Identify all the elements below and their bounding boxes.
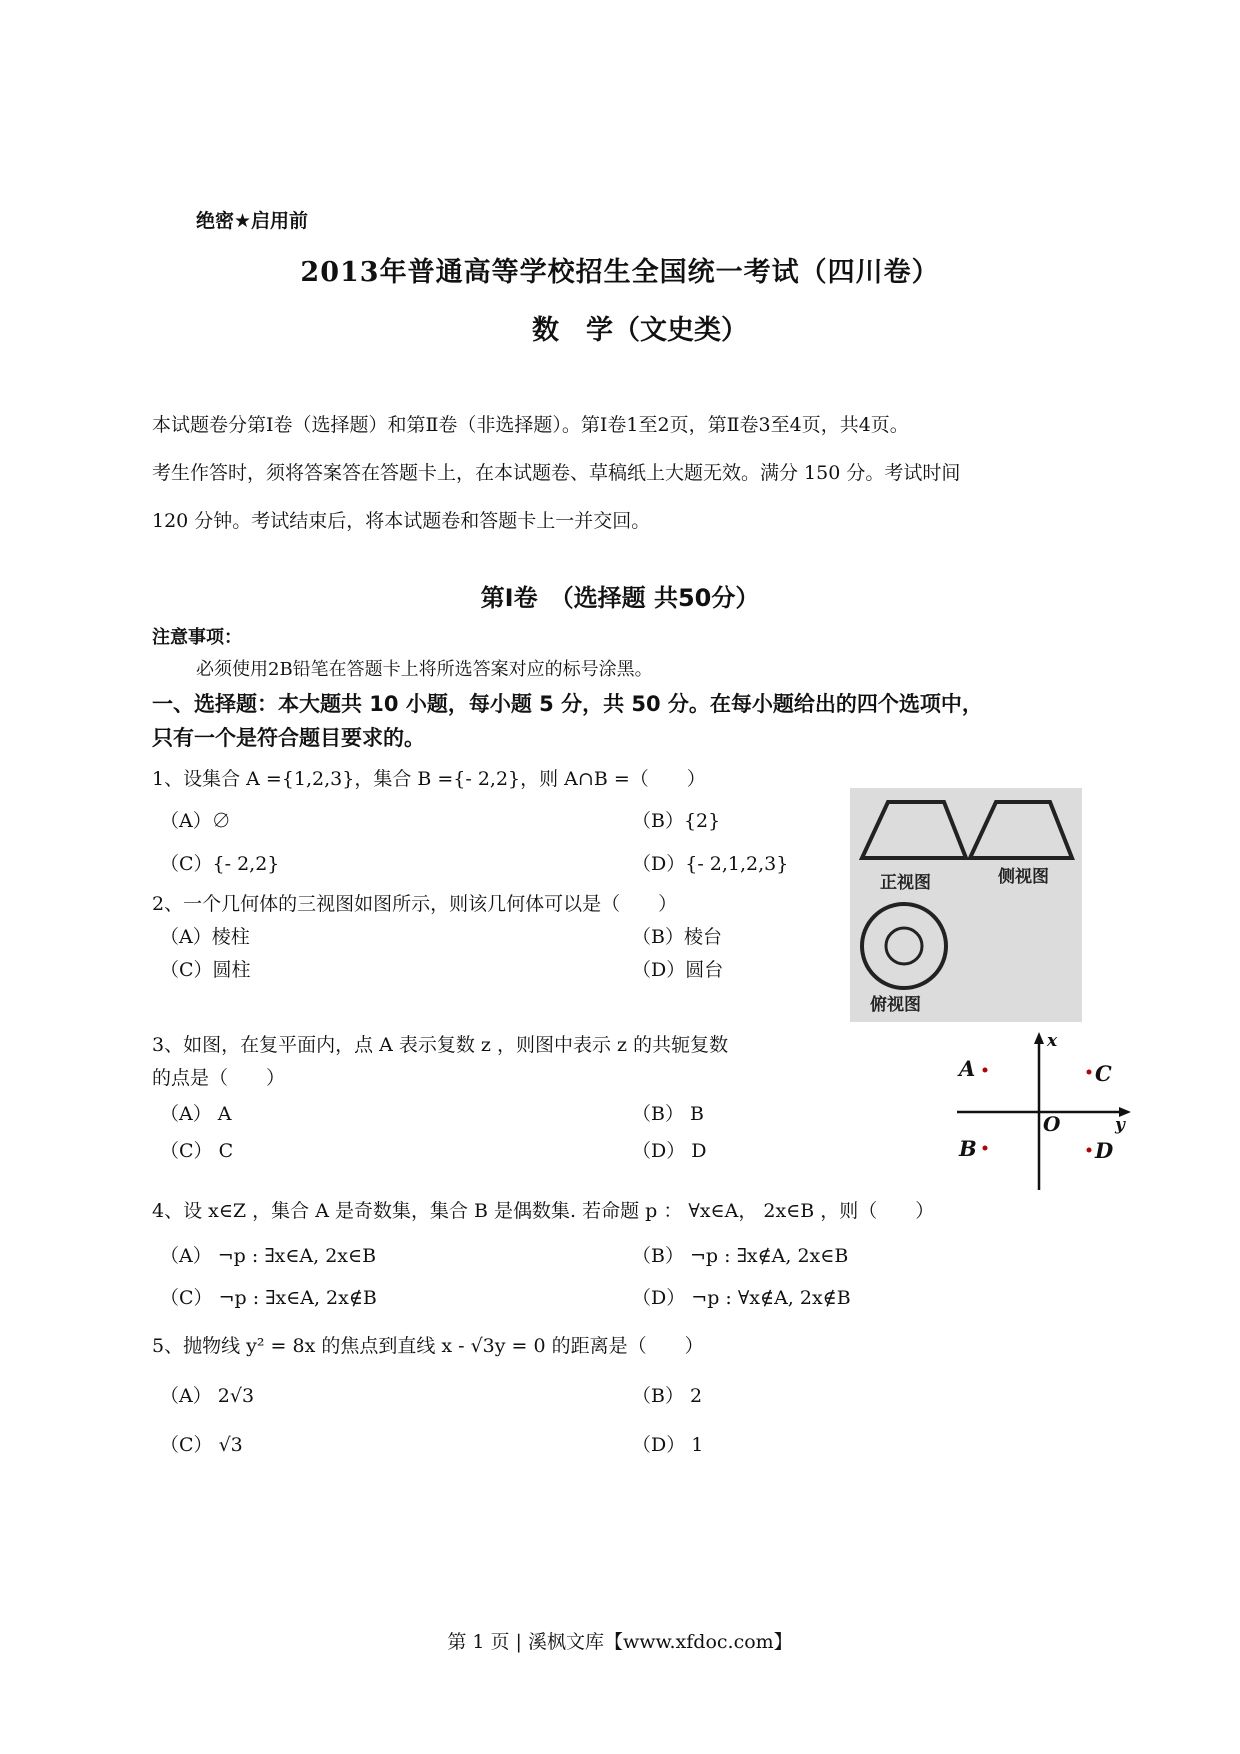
secret-mark: 绝密★启用前 [196,210,309,232]
notes-label: 注意事项： [152,627,242,648]
q2-option-d: （D）圆台 [632,959,724,981]
complex-plane-drawing [955,1030,1135,1194]
question-3-stem-line-1: 3、如图，在复平面内，点 A 表示复数 z ，则图中表示 z 的共轭复数 [152,1034,729,1056]
side-view-label: 侧视图 [998,867,1049,887]
section-title: 第Ⅰ卷 （选择题 共50分） [480,584,760,612]
vertical-axis-arrow [1034,1032,1044,1044]
q2-option-b: （B）棱台 [632,926,722,948]
point-d-label: D [1095,1138,1114,1163]
q1-option-c: （C）{- 2,2} [160,853,280,875]
part-heading-line-1: 一、选择题：本大题共 10 小题，每小题 5 分，共 50 分。在每小题给出的四个选项中， [152,692,983,716]
page-footer: 第 1 页 | 溪枫文库【www.xfdoc.com】 [447,1631,793,1653]
q5-option-c: （C） √3 [160,1434,243,1456]
three-views-drawing [850,788,1082,1022]
question-2-stem: 2、一个几何体的三视图如图所示，则该几何体可以是（ ） [152,893,678,915]
origin-label: O [1043,1112,1061,1136]
q2-option-c: （C）圆柱 [160,959,251,981]
q1-option-a: （A）∅ [160,810,231,832]
point-c-dot [1087,1070,1092,1075]
intro-line-3: 120 分钟。考试结束后，将本试题卷和答题卡上一并交回。 [152,510,651,532]
q1-option-b: （B）{2} [632,810,721,832]
point-c-label: C [1095,1061,1112,1086]
point-a-dot [983,1068,988,1073]
q4-option-b: （B） ¬p : ∃x∉A, 2x∈B [632,1245,849,1267]
axis-y-label: y [1115,1115,1125,1135]
q1-option-d: （D）{- 2,1,2,3} [632,853,789,875]
intro-line-1: 本试题卷分第Ⅰ卷（选择题）和第Ⅱ卷（非选择题）。第Ⅰ卷1至2页，第Ⅱ卷3至4页，共4页。 [152,414,909,436]
front-view-trapezoid [862,802,966,858]
top-view-label: 俯视图 [870,995,921,1015]
question-1-stem: 1、设集合 A ={1,2,3}，集合 B ={- 2,2}，则 A∩B =（ ） [152,768,706,790]
q5-option-a: （A） 2√3 [160,1385,255,1407]
q4-option-a: （A） ¬p : ∃x∈A, 2x∈B [160,1245,377,1267]
question-3-stem-line-2: 的点是（ ） [152,1067,286,1089]
side-view-trapezoid [970,802,1072,858]
top-view-inner-circle [886,928,922,964]
q4-option-d: （D） ¬p : ∀x∉A, 2x∉B [632,1287,851,1309]
front-view-label: 正视图 [880,873,931,893]
question-5-stem: 5、抛物线 y² = 8x 的焦点到直线 x - √3y = 0 的距离是（ ） [152,1335,704,1357]
q3-option-d: （D） D [632,1140,707,1162]
q4-option-c: （C） ¬p : ∃x∈A, 2x∉B [160,1287,377,1309]
exam-subtitle: 数 学（文史类） [532,315,748,346]
q3-option-a: （A） A [160,1103,232,1125]
q2-option-a: （A）棱柱 [160,926,250,948]
axis-x-label: x [1047,1031,1058,1051]
top-view-outer-circle [862,904,946,988]
point-d-dot [1087,1148,1092,1153]
part-heading-line-2: 只有一个是符合题目要求的。 [152,726,425,750]
q3-option-b: （B） B [632,1103,704,1125]
q5-option-d: （D） 1 [632,1434,704,1456]
notes-text: 必须使用2B铅笔在答题卡上将所选答案对应的标号涂黑。 [196,659,653,680]
question-4-stem: 4、设 x∈Z ，集合 A 是奇数集，集合 B 是偶数集. 若命题 p ： ∀x∈A， 2x∈B ，则（ ） [152,1200,935,1222]
three-views-figure [850,788,1082,1022]
exam-title: 2013年普通高等学校招生全国统一考试（四川卷） [300,257,940,288]
q3-option-c: （C） C [160,1140,234,1162]
point-b-dot [983,1146,988,1151]
point-a-label: A [959,1056,976,1081]
q5-option-b: （B） 2 [632,1385,703,1407]
complex-plane-figure [955,1030,1135,1194]
intro-line-2: 考生作答时，须将答案答在答题卡上，在本试题卷、草稿纸上大题无效。满分 150 分。考试时间 [152,462,961,484]
point-b-label: B [959,1136,977,1161]
